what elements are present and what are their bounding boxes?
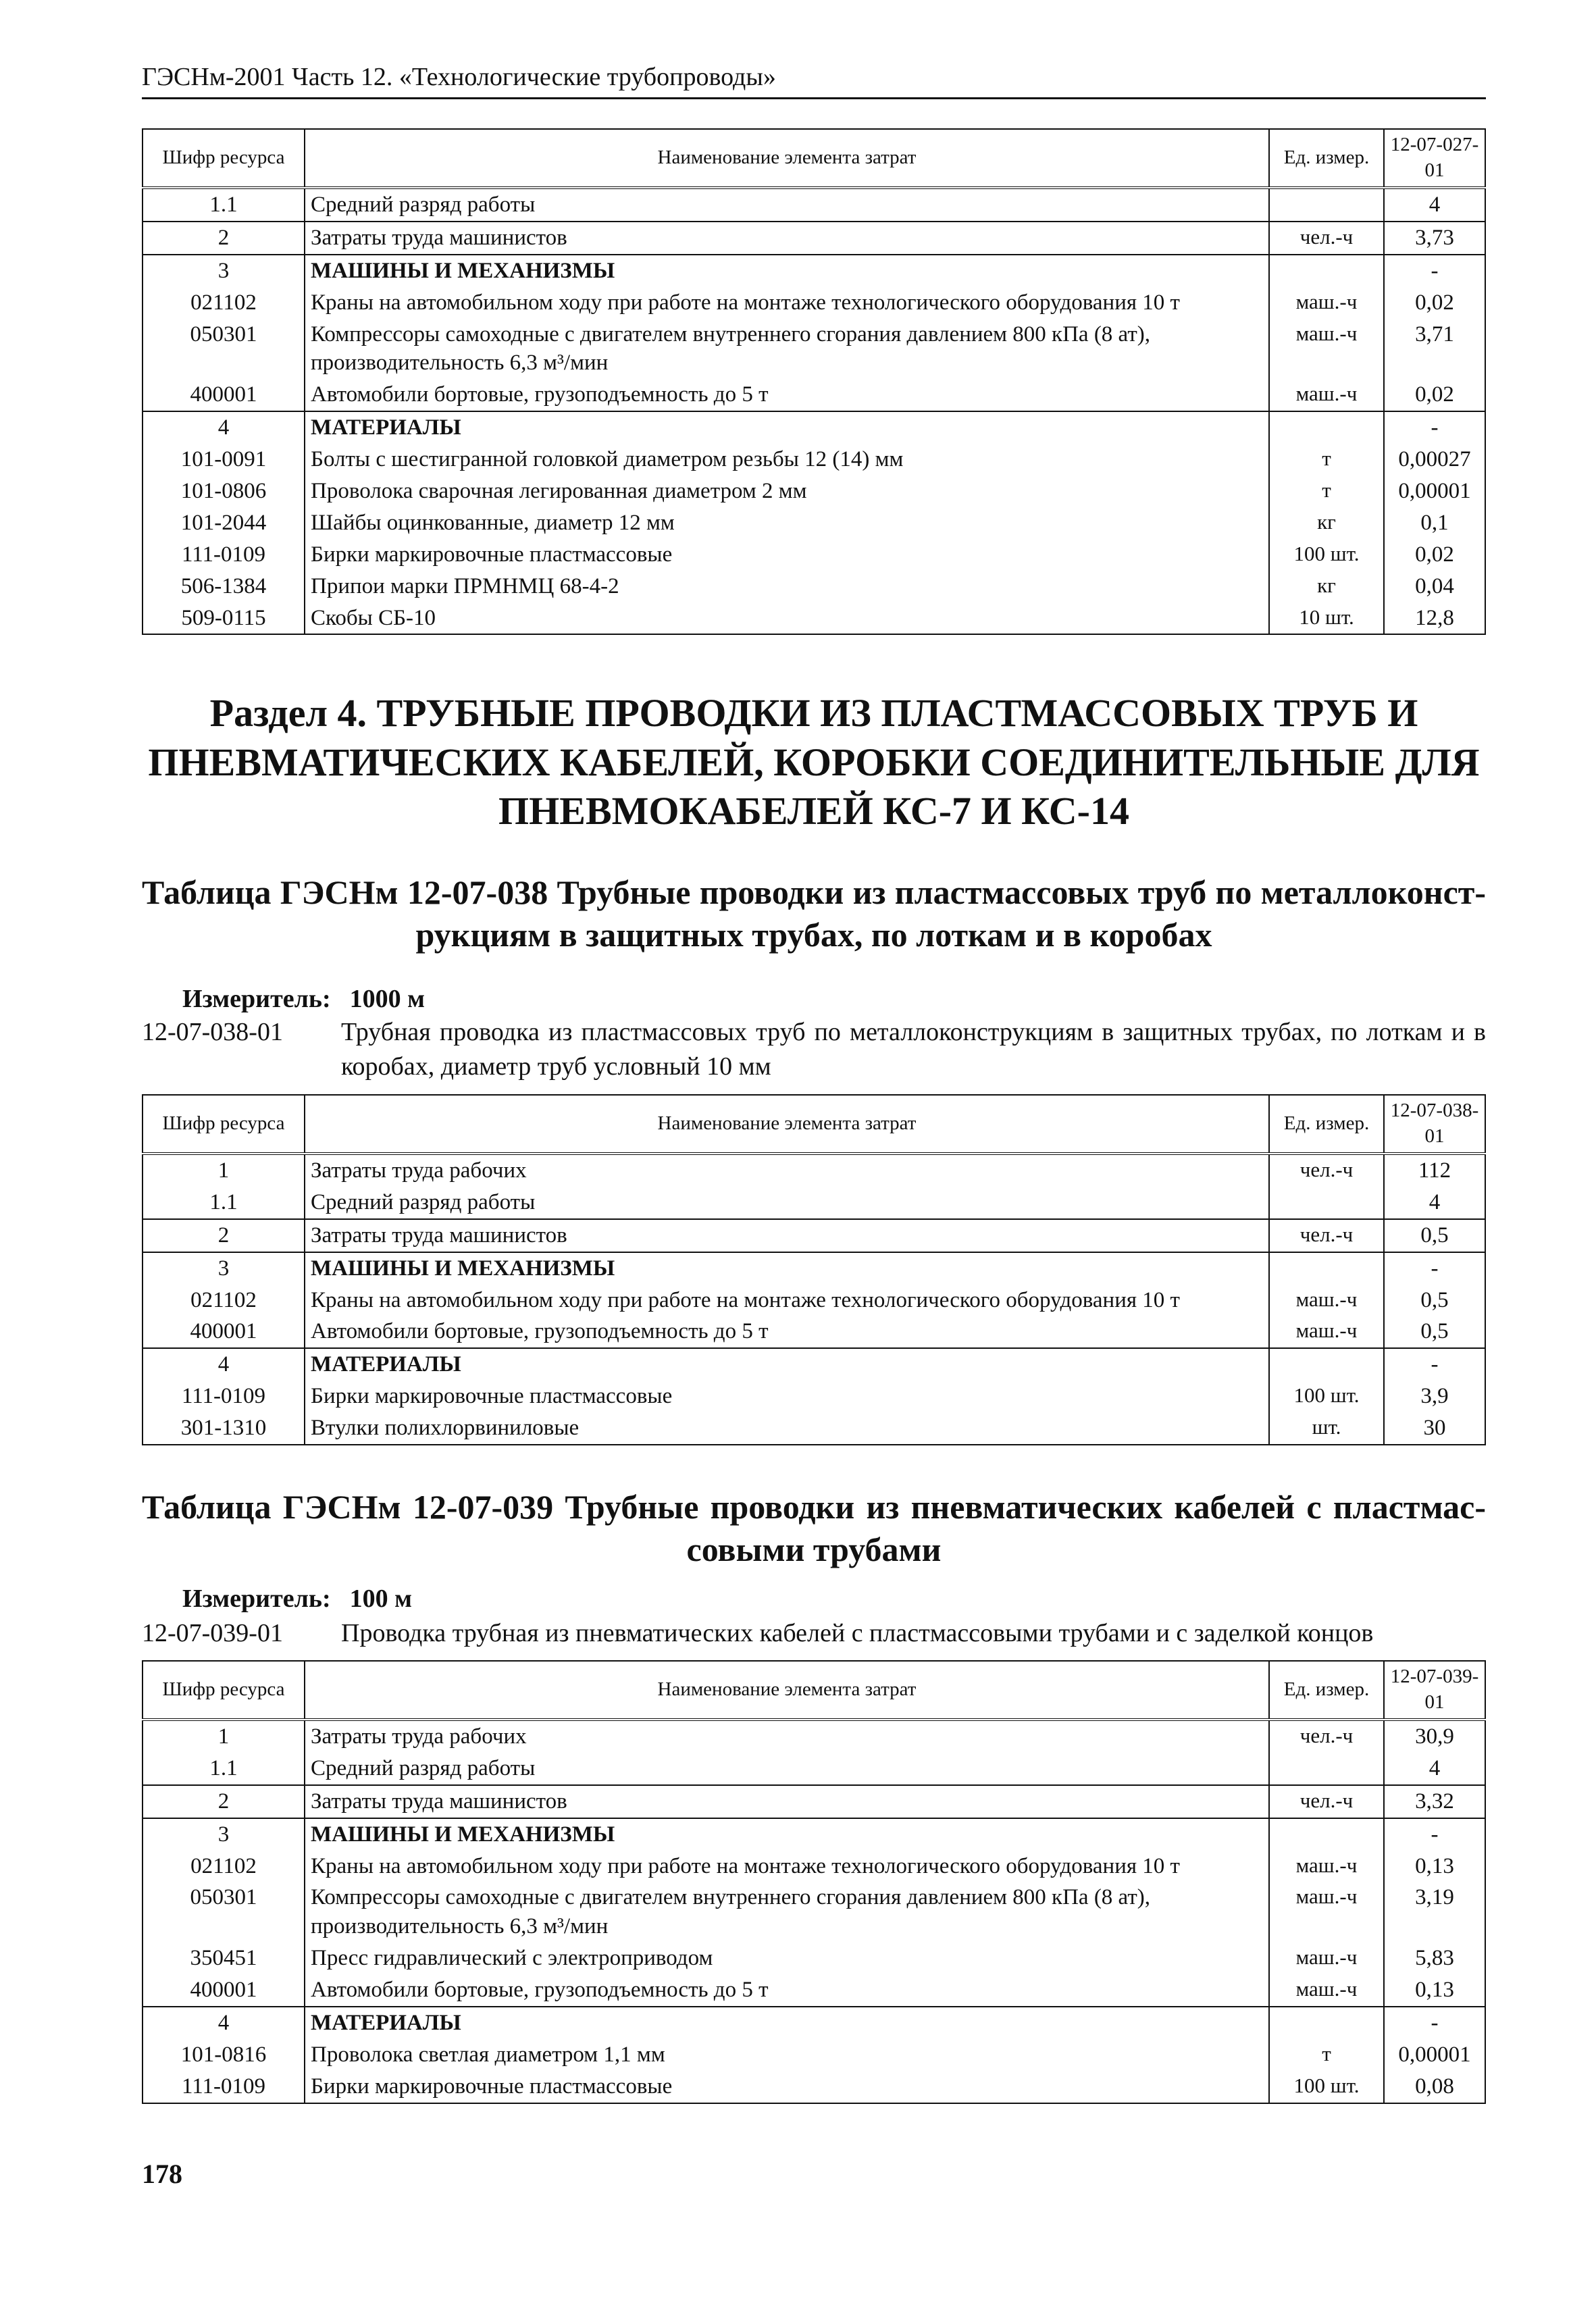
resource-name: МАШИНЫ И МЕХАНИЗМЫ (305, 1818, 1269, 1851)
meter-value: 100 м (349, 1585, 413, 1613)
resource-unit: 100 шт. (1269, 2071, 1384, 2103)
meter-label: Измеритель: (182, 985, 331, 1013)
resource-value: 0,04 (1384, 571, 1485, 602)
table-row (143, 188, 1485, 222)
table-row (143, 1882, 1485, 1943)
resource-value: 0,13 (1384, 1851, 1485, 1882)
col-header-norm: 12-07-027-01 (1384, 129, 1485, 188)
resource-name: МАТЕРИАЛЫ (305, 1348, 1269, 1381)
resource-value: 30 (1384, 1412, 1485, 1445)
resource-unit: 100 шт. (1269, 1381, 1384, 1412)
resource-value: 3,73 (1384, 222, 1485, 255)
resource-name: Втулки полихлорвиниловые (305, 1412, 1269, 1445)
table-title-line: Таблица ГЭСНм 12-07-038 Трубные проводки из пластмассовых труб по металлоконст- (142, 873, 1486, 911)
resource-code: 050301 (143, 319, 305, 380)
col-header-code: Шифр ресурса (143, 129, 305, 188)
resource-name: Проволока сварочная легированная диаметром 2 мм (305, 475, 1269, 507)
table-row (143, 444, 1485, 475)
col-header-norm: 12-07-038-01 (1384, 1095, 1485, 1154)
table-row (143, 1412, 1485, 1445)
resource-unit: чел.-ч (1269, 1154, 1384, 1187)
resource-unit: т (1269, 475, 1384, 507)
resource-name: Пресс гидравлический с электроприводом (305, 1943, 1269, 1974)
resource-code: 4 (143, 1348, 305, 1381)
resource-value: 0,5 (1384, 1219, 1485, 1252)
resource-value: 0,1 (1384, 507, 1485, 539)
table-row (143, 1753, 1485, 1785)
table-row (143, 255, 1485, 287)
resource-unit: маш.-ч (1269, 287, 1384, 319)
resource-name: МАТЕРИАЛЫ (305, 2007, 1269, 2039)
resource-value: 3,32 (1384, 1785, 1485, 1818)
resource-value: 3,19 (1384, 1882, 1485, 1943)
resource-code: 1 (143, 1720, 305, 1753)
resource-value: 0,13 (1384, 1974, 1485, 2007)
resource-name: Средний разряд работы (305, 1187, 1269, 1219)
resource-unit: маш.-ч (1269, 319, 1384, 380)
table-title-line: Таблица ГЭСНм 12-07-039 Трубные проводки из пневматических кабелей с пластмас- (142, 1488, 1486, 1526)
resource-value: 5,83 (1384, 1943, 1485, 1974)
resource-name: Автомобили бортовые, грузоподъемность до 5 т (305, 379, 1269, 411)
resource-unit: кг (1269, 571, 1384, 602)
resource-code: 1.1 (143, 1753, 305, 1785)
table-row (143, 602, 1485, 635)
resource-unit: шт. (1269, 1412, 1384, 1445)
resource-name: Краны на автомобильном ходу при работе на монтаже технологического оборудования 10 т (305, 1851, 1269, 1882)
table-row (143, 1851, 1485, 1882)
resource-code: 301-1310 (143, 1412, 305, 1445)
table-row (143, 379, 1485, 411)
resource-code: 101-2044 (143, 507, 305, 539)
table-title-12-07-038 (142, 871, 1486, 956)
resource-unit: маш.-ч (1269, 1851, 1384, 1882)
table-row (143, 1187, 1485, 1219)
table-row (143, 287, 1485, 319)
norm-description (142, 1015, 1486, 1085)
table-row (143, 2039, 1485, 2071)
resource-name: Затраты труда машинистов (305, 1785, 1269, 1818)
resource-value: - (1384, 1252, 1485, 1285)
col-header-unit: Ед. измер. (1269, 1661, 1384, 1720)
table-row (143, 475, 1485, 507)
resource-code: 350451 (143, 1943, 305, 1974)
section-title: Раздел 4. ТРУБНЫЕ ПРОВОДКИ ИЗ ПЛАСТМАССОВЫХ ТРУБ И ПНЕВМАТИЧЕСКИХ КАБЕЛЕЙ, КОРОБКИ СОЕДИНИТЕЛЬНЫЕ ДЛЯ ПНЕВМОКАБЕЛЕЙ КС-7 И КС-14 (148, 691, 1480, 833)
resource-value: 0,08 (1384, 2071, 1485, 2103)
resource-value: 0,02 (1384, 287, 1485, 319)
resource-code: 021102 (143, 287, 305, 319)
resource-unit: маш.-ч (1269, 1316, 1384, 1348)
resource-value: 3,9 (1384, 1381, 1485, 1412)
resource-code: 2 (143, 1785, 305, 1818)
norm-code: 12-07-038-01 (142, 1018, 283, 1046)
resource-name: Компрессоры самоходные с двигателем внутреннего сгорания давлением 800 кПа (8 ат), производительность 6,3 м³/мин (305, 319, 1269, 380)
resource-name: Автомобили бортовые, грузоподъемность до 5 т (305, 1974, 1269, 2007)
resource-code: 400001 (143, 1974, 305, 2007)
table-body (143, 1720, 1485, 2103)
resource-code: 400001 (143, 1316, 305, 1348)
resource-code: 509-0115 (143, 602, 305, 635)
table-row (143, 1785, 1485, 1818)
meter-value: 1000 м (349, 985, 426, 1013)
norm-description (142, 1616, 1486, 1651)
resource-code: 2 (143, 1219, 305, 1252)
resource-code: 3 (143, 255, 305, 287)
resource-name: Затраты труда машинистов (305, 1219, 1269, 1252)
resource-code: 111-0109 (143, 2071, 305, 2103)
table-title-line: совыми трубами (686, 1530, 942, 1568)
resource-name: Затраты труда рабочих (305, 1154, 1269, 1187)
table-row (143, 1720, 1485, 1753)
resource-code: 021102 (143, 1285, 305, 1316)
resource-unit: т (1269, 2039, 1384, 2071)
resource-name: Затраты труда машинистов (305, 222, 1269, 255)
table-header-row (143, 1095, 1485, 1154)
resource-unit (1269, 188, 1384, 222)
resource-unit: маш.-ч (1269, 1882, 1384, 1943)
resource-value: 0,5 (1384, 1285, 1485, 1316)
table-row (143, 1818, 1485, 1851)
resource-code: 101-0806 (143, 475, 305, 507)
table-title-line: рукциям в защитных трубах, по лоткам и в коробах (415, 915, 1212, 954)
resource-value: - (1384, 2007, 1485, 2039)
col-header-norm: 12-07-039-01 (1384, 1661, 1485, 1720)
meter-label: Измеритель: (182, 1585, 331, 1613)
resource-name: Автомобили бортовые, грузоподъемность до 5 т (305, 1316, 1269, 1348)
norm-text: Трубная проводка из пластмассовых труб по металлоконструкциям в защитных трубах, по лоткам и в коробах, диаметр труб условный 10 мм (341, 1018, 1486, 1081)
resource-unit: чел.-ч (1269, 1720, 1384, 1753)
resource-name: Краны на автомобильном ходу при работе на монтаже технологического оборудования 10 т (305, 287, 1269, 319)
meter-line (182, 984, 425, 1014)
table-row (143, 1154, 1485, 1187)
resource-name: Проволока светлая диаметром 1,1 мм (305, 2039, 1269, 2071)
resource-code: 4 (143, 2007, 305, 2039)
resource-table-12-07-039 (142, 1660, 1486, 2104)
resource-value: 0,00001 (1384, 2039, 1485, 2071)
resource-unit (1269, 1187, 1384, 1219)
table-title-12-07-039 (142, 1486, 1486, 1570)
resource-value: 12,8 (1384, 602, 1485, 635)
resource-unit (1269, 1753, 1384, 1785)
resource-code: 3 (143, 1818, 305, 1851)
table-body (143, 188, 1485, 634)
resource-value: 0,02 (1384, 539, 1485, 571)
resource-unit (1269, 1252, 1384, 1285)
resource-code: 101-0816 (143, 2039, 305, 2071)
resource-name: Припои марки ПРМНМЦ 68-4-2 (305, 571, 1269, 602)
resource-name: Бирки маркировочные пластмассовые (305, 2071, 1269, 2103)
resource-name: Краны на автомобильном ходу при работе на монтаже технологического оборудования 10 т (305, 1285, 1269, 1316)
resource-value: 4 (1384, 1753, 1485, 1785)
table-row (143, 1381, 1485, 1412)
table-row (143, 571, 1485, 602)
resource-name: Скобы СБ-10 (305, 602, 1269, 635)
resource-value: 4 (1384, 1187, 1485, 1219)
resource-value: 30,9 (1384, 1720, 1485, 1753)
table-row (143, 539, 1485, 571)
resource-unit: 10 шт. (1269, 602, 1384, 635)
resource-unit (1269, 1348, 1384, 1381)
table-row (143, 1974, 1485, 2007)
resource-name: Шайбы оцинкованные, диаметр 12 мм (305, 507, 1269, 539)
resource-value: 4 (1384, 188, 1485, 222)
resource-code: 400001 (143, 379, 305, 411)
table-row (143, 1348, 1485, 1381)
resource-table-12-07-027 (142, 128, 1486, 635)
resource-code: 101-0091 (143, 444, 305, 475)
resource-code: 1.1 (143, 1187, 305, 1219)
resource-code: 2 (143, 222, 305, 255)
resource-name: Бирки маркировочные пластмассовые (305, 1381, 1269, 1412)
resource-value: 0,02 (1384, 379, 1485, 411)
resource-value: - (1384, 1818, 1485, 1851)
resource-code: 3 (143, 1252, 305, 1285)
resource-value: 112 (1384, 1154, 1485, 1187)
resource-unit: чел.-ч (1269, 222, 1384, 255)
resource-value: 3,71 (1384, 319, 1485, 380)
resource-name: Компрессоры самоходные с двигателем внутреннего сгорания давлением 800 кПа (8 ат), производительность 6,3 м³/мин (305, 1882, 1269, 1943)
resource-value: 0,00027 (1384, 444, 1485, 475)
resource-code: 506-1384 (143, 571, 305, 602)
resource-unit: т (1269, 444, 1384, 475)
resource-value: 0,00001 (1384, 475, 1485, 507)
table-row (143, 222, 1485, 255)
col-header-unit: Ед. измер. (1269, 129, 1384, 188)
meter-line (182, 1584, 412, 1614)
resource-unit (1269, 255, 1384, 287)
resource-name: Бирки маркировочные пластмассовые (305, 539, 1269, 571)
table-row (143, 2071, 1485, 2103)
resource-code: 050301 (143, 1882, 305, 1943)
col-header-code: Шифр ресурса (143, 1095, 305, 1154)
resource-unit: маш.-ч (1269, 1943, 1384, 1974)
resource-name: Средний разряд работы (305, 188, 1269, 222)
resource-value: - (1384, 1348, 1485, 1381)
table-row (143, 1316, 1485, 1348)
table-body (143, 1154, 1485, 1445)
table-row (143, 1252, 1485, 1285)
resource-unit: чел.-ч (1269, 1785, 1384, 1818)
norm-text: Проводка трубная из пневматических кабелей с пластмассовыми трубами и с заделкой концов (341, 1619, 1374, 1647)
resource-unit: 100 шт. (1269, 539, 1384, 571)
col-header-name: Наименование элемента затрат (305, 129, 1269, 188)
col-header-unit: Ед. измер. (1269, 1095, 1384, 1154)
resource-unit: маш.-ч (1269, 379, 1384, 411)
resource-code: 4 (143, 411, 305, 444)
table-row (143, 2007, 1485, 2039)
table-header-row (143, 129, 1485, 188)
resource-value: 0,5 (1384, 1316, 1485, 1348)
resource-value: - (1384, 411, 1485, 444)
page-number: 178 (142, 2159, 182, 2189)
page-header: ГЭСНм-2001 Часть 12. «Технологические трубопроводы» (142, 62, 1486, 99)
norm-code: 12-07-039-01 (142, 1619, 283, 1647)
resource-name: МАТЕРИАЛЫ (305, 411, 1269, 444)
resource-name: МАШИНЫ И МЕХАНИЗМЫ (305, 255, 1269, 287)
table-row (143, 507, 1485, 539)
resource-unit (1269, 411, 1384, 444)
resource-code: 021102 (143, 1851, 305, 1882)
col-header-name: Наименование элемента затрат (305, 1661, 1269, 1720)
resource-table-12-07-038 (142, 1094, 1486, 1445)
resource-code: 1.1 (143, 188, 305, 222)
resource-unit: маш.-ч (1269, 1285, 1384, 1316)
resource-name: Болты с шестигранной головкой диаметром резьбы 12 (14) мм (305, 444, 1269, 475)
table-row (143, 1285, 1485, 1316)
col-header-code: Шифр ресурса (143, 1661, 305, 1720)
table-row (143, 1943, 1485, 1974)
resource-unit: чел.-ч (1269, 1219, 1384, 1252)
resource-unit: кг (1269, 507, 1384, 539)
resource-unit: маш.-ч (1269, 1974, 1384, 2007)
resource-code: 1 (143, 1154, 305, 1187)
table-header-row (143, 1661, 1485, 1720)
col-header-name: Наименование элемента затрат (305, 1095, 1269, 1154)
table-row (143, 1219, 1485, 1252)
table-row (143, 319, 1485, 380)
resource-name: Затраты труда рабочих (305, 1720, 1269, 1753)
resource-code: 111-0109 (143, 1381, 305, 1412)
resource-value: - (1384, 255, 1485, 287)
resource-unit (1269, 1818, 1384, 1851)
resource-name: МАШИНЫ И МЕХАНИЗМЫ (305, 1252, 1269, 1285)
table-row (143, 411, 1485, 444)
resource-name: Средний разряд работы (305, 1753, 1269, 1785)
resource-unit (1269, 2007, 1384, 2039)
resource-code: 111-0109 (143, 539, 305, 571)
